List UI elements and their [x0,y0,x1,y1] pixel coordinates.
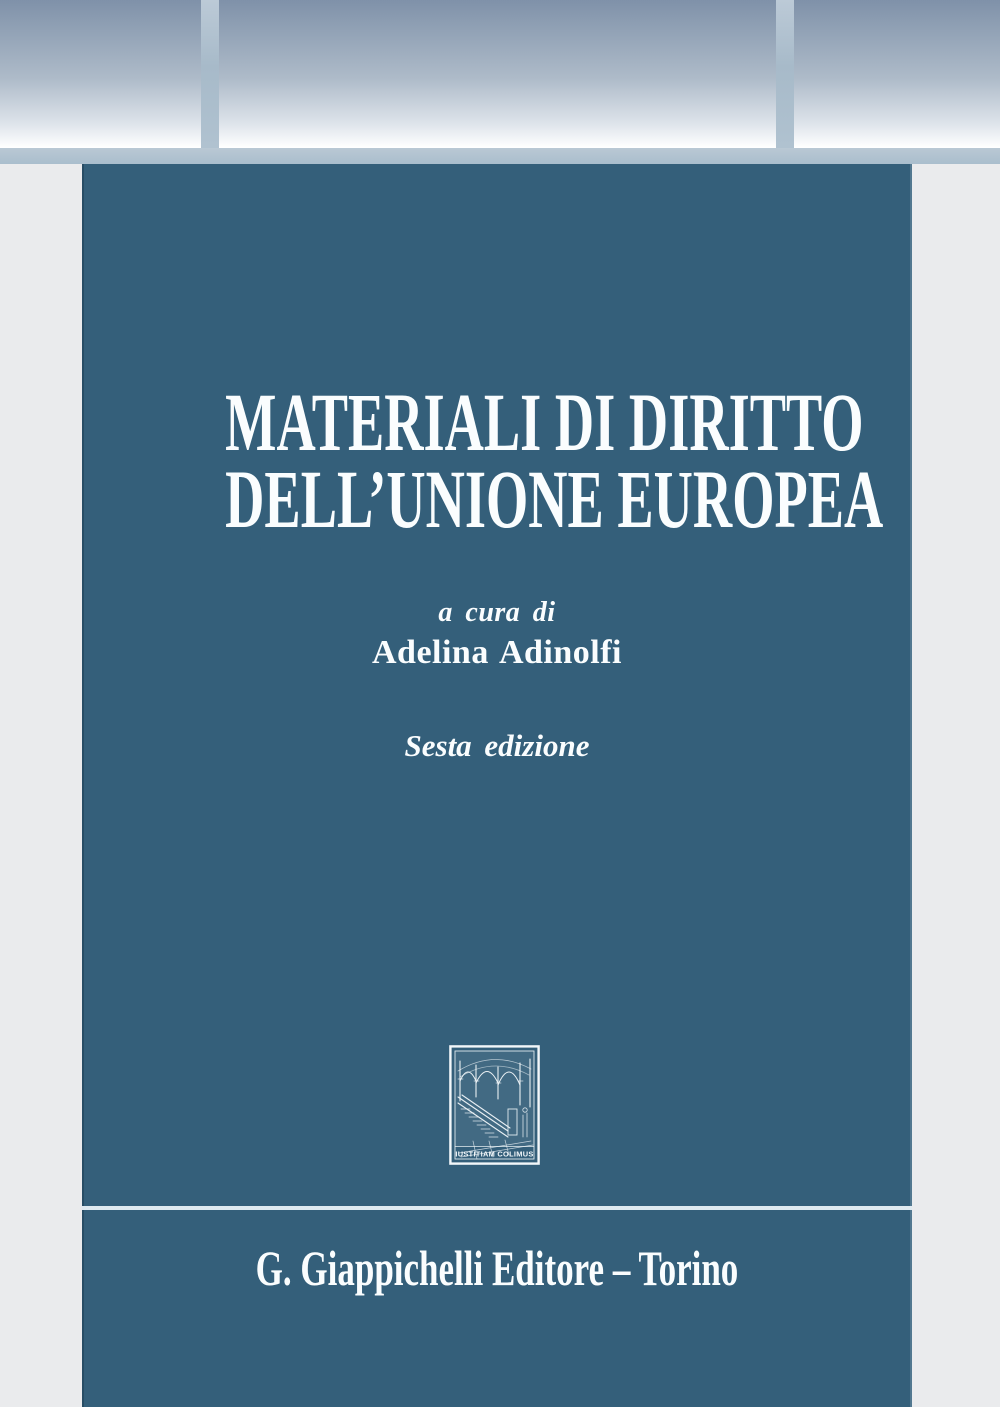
publisher-emblem-icon [449,1045,540,1165]
curated-by-label: a cura di [438,597,556,628]
banner-pillar-right [776,0,794,148]
banner-ledge-bar [0,148,1000,164]
edition-label: Sesta edizione [404,728,590,763]
book-title-line2: DELL’UNIONE EUROPEA [225,453,884,545]
publisher-imprint: G. Giappichelli Editore – Torino [255,1240,739,1296]
author-name: Adelina Adinolfi [371,634,622,671]
top-banner [0,0,1000,164]
book-title [225,376,884,545]
book-cover [82,164,912,1407]
emblem-motto: IUSTITIAM COLIMUS [455,1149,534,1159]
book-title-line1: MATERIALI DI DIRITTO [225,376,864,468]
divider-line [82,1206,912,1210]
banner-pillar-left [201,0,219,148]
